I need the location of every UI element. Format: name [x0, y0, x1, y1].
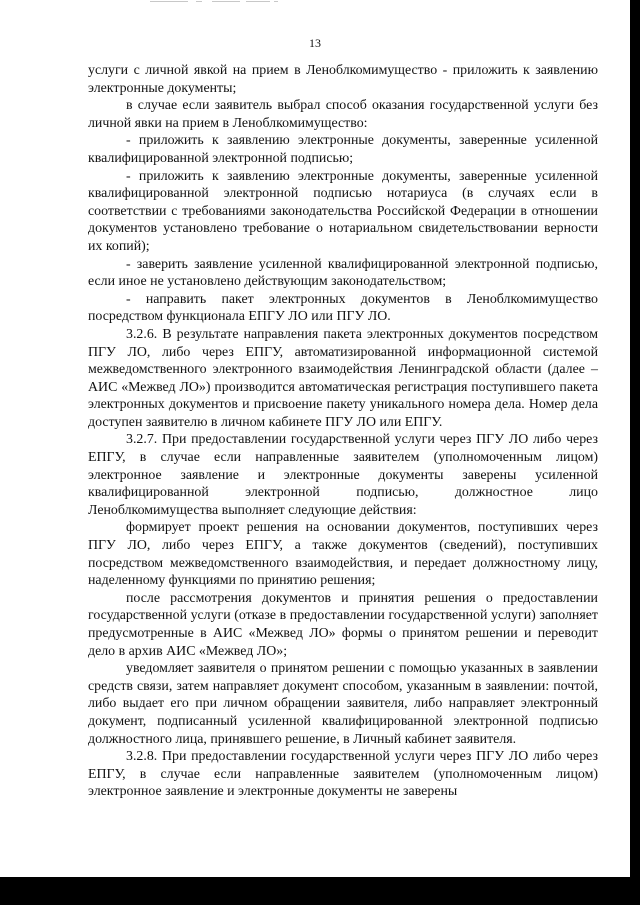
list-item: - направить пакет электронных документов в Леноблкомимущество посредством функционала ЕПГУ ЛО или ПГУ ЛО.: [88, 291, 598, 325]
paragraph: услуги с личной явкой на прием в Леноблкомимущество - приложить к заявлению электронные документы;: [88, 63, 598, 96]
clause-3-2-8: 3.2.8. При предоставлении государственной услуги через ПГУ ЛО либо через ЕПГУ, в случае если направленные заявителем (уполномоченным лицом) электронное заявление и электронные документы не заверены: [88, 749, 598, 800]
list-item: - приложить к заявлению электронные документы, заверенные усиленной квалифицированной электронной подписью;: [88, 133, 598, 166]
paragraph: формирует проект решения на основании документов, поступивших через ПГУ ЛО, либо через ЕПГУ, а также документов (сведений), поступивших посредством межведомственного взаимодействия, и передает должностному лицу, наделенному функциями по принятию решения;: [88, 520, 598, 589]
scan-artifact: [150, 0, 320, 4]
page-number: 13: [309, 36, 321, 50]
paragraph: после рассмотрения документов и принятия решения о предоставлении государственной услуги (отказе в предоставлении государственной услуги) заполняет предусмотренные в АИС «Межвед ЛО» формы о принятом решении и переводит дело в архив АИС «Межвед ЛО»;: [88, 590, 598, 659]
list-item: - заверить заявление усиленной квалифицированной электронной подписью, если иное не установлено действующим законодательством;: [88, 256, 598, 290]
list-item: - приложить к заявлению электронные документы, заверенные усиленной квалифицированной электронной подписью нотариуса (в случаях если в соответствии с требованиями законодательства Российской Федерации в отношении документов установлено требование о нотариальном свидетельствовании верности их копий);: [88, 168, 598, 254]
clause-3-2-6: 3.2.6. В результате направления пакета электронных документов посредством ПГУ ЛО, либо через ЕПГУ, автоматизированной информационной системой межведомственного электронного взаимодействия Ленинградской области (далее – АИС «Межвед ЛО») производится автоматическая регистрация поступившего пакета электронных документов и присвоение пакету уникального номера дела. Номер дела доступен заявителю в личном кабинете ПГУ ЛО или ЕПГУ.: [88, 326, 598, 430]
paragraph: уведомляет заявителя о принятом решении с помощью указанных в заявлении средств связи, затем направляет документ способом, указанным в заявлении: почтой, либо выдает его при личном обращении заявителя, либо направляет электронный документ, подписанный усиленной квалифицированной электронной подписью должностного лица, принявшего решение, в Личный кабинет заявителя.: [88, 661, 598, 747]
body-text: [88, 62, 598, 801]
paragraph: в случае если заявитель выбрал способ оказания государственной услуги без личной явки на прием в Леноблкомимущество:: [88, 98, 598, 131]
clause-3-2-7: 3.2.7. При предоставлении государственной услуги через ПГУ ЛО либо через ЕПГУ, в случае если направленные заявителем (уполномоченным лицом) электронное заявление и электронные документы заверены усиленной квалифицированной электронной подписью, должностное лицо Леноблкомимущества выполняет следующие действия:: [88, 432, 598, 518]
